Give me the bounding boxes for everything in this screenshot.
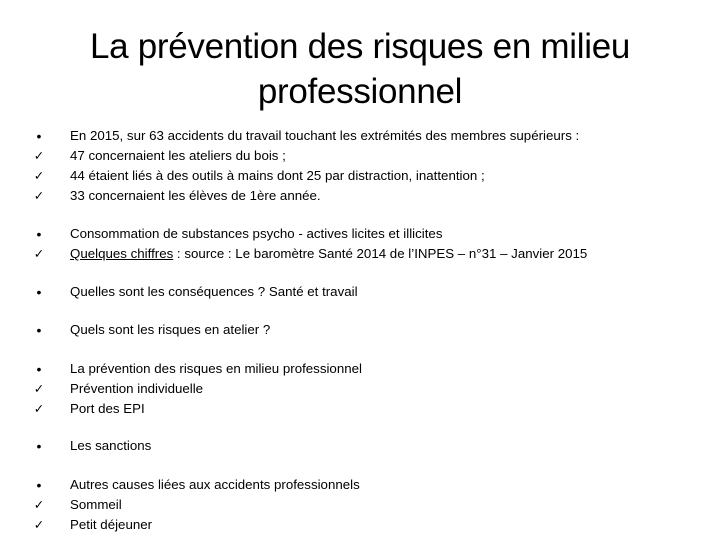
bullet-group (0, 224, 720, 264)
item-text-body: Autres causes liées aux accidents professionnels (70, 477, 360, 492)
bullet-item (0, 224, 720, 244)
item-text (70, 186, 321, 206)
bullet-item (0, 320, 720, 340)
item-text (70, 244, 587, 264)
bullet-dot-icon: • (36, 361, 42, 377)
item-text-body: 33 concernaient les élèves de 1ère année. (70, 188, 321, 203)
title-line-1: La prévention des risques en milieu (89, 27, 631, 66)
bullet-item (0, 126, 720, 146)
checkmark-icon: ✓ (33, 168, 45, 183)
item-text-body: Consommation de substances psycho - actives licites et illicites (70, 226, 443, 241)
item-text (70, 282, 358, 302)
bullet-item (0, 282, 720, 302)
item-text (70, 379, 203, 399)
item-text (70, 515, 152, 535)
item-text (70, 126, 579, 146)
bullet-dot-icon: • (36, 226, 42, 242)
bullet-group (0, 475, 720, 535)
bullet-group (0, 126, 720, 206)
bullet-dot-icon: • (36, 284, 42, 300)
item-text-body: Sommeil (70, 497, 122, 512)
item-text-body: 47 concernaient les ateliers du bois ; (70, 148, 286, 163)
bullet-dot-icon: • (36, 477, 42, 493)
checkmark-icon: ✓ (33, 517, 45, 532)
item-text (70, 495, 122, 515)
item-text-body: Quels sont les risques en atelier ? (70, 322, 271, 337)
item-text (70, 359, 362, 379)
checkmark-icon: ✓ (33, 401, 45, 416)
item-text-body: En 2015, sur 63 accidents du travail touchant les extrémités des membres supérieurs : (70, 128, 580, 143)
checklist-item (0, 244, 720, 264)
bullet-item (0, 436, 720, 456)
item-text (70, 166, 485, 186)
item-text (70, 475, 360, 495)
checklist-item (0, 515, 720, 535)
item-text-body: Quelles sont les conséquences ? Santé et travail (70, 284, 358, 299)
checkmark-icon: ✓ (33, 148, 45, 163)
bullet-group (0, 282, 720, 302)
item-text (70, 146, 286, 166)
checklist-item (0, 186, 720, 206)
checklist-item (0, 379, 720, 399)
item-text-body: : source : Le baromètre Santé 2014 de l’INPES – n°31 – Janvier 2015 (173, 246, 588, 261)
checklist-item (0, 166, 720, 186)
bullet-group (0, 436, 720, 456)
bullet-dot-icon: • (36, 128, 42, 144)
item-text (70, 224, 442, 244)
checklist-item (0, 146, 720, 166)
bullet-item (0, 475, 720, 495)
item-text-body: Prévention individuelle (70, 381, 204, 396)
checkmark-icon: ✓ (33, 497, 45, 512)
item-text-body: 44 étaient liés à des outils à mains dont 25 par distraction, inattention ; (70, 168, 485, 183)
checklist-item (0, 495, 720, 515)
checkmark-icon: ✓ (33, 246, 45, 261)
bullet-group (0, 359, 720, 419)
item-text-body: Les sanctions (70, 438, 152, 453)
checkmark-icon: ✓ (33, 188, 45, 203)
item-text (70, 320, 270, 340)
item-text-body: Port des EPI (70, 401, 145, 416)
item-text (70, 436, 151, 456)
title-line-2: professionnel (257, 72, 463, 111)
bullet-dot-icon: • (36, 322, 42, 338)
bullet-group (0, 320, 720, 340)
checkmark-icon: ✓ (33, 381, 45, 396)
checklist-item (0, 399, 720, 419)
item-text-body: Petit déjeuner (70, 517, 153, 532)
underlined-text: Quelques chiffres (70, 246, 174, 261)
bullet-item (0, 359, 720, 379)
item-text-body: La prévention des risques en milieu professionnel (70, 361, 362, 376)
bullet-dot-icon: • (36, 438, 42, 454)
item-text (70, 399, 145, 419)
